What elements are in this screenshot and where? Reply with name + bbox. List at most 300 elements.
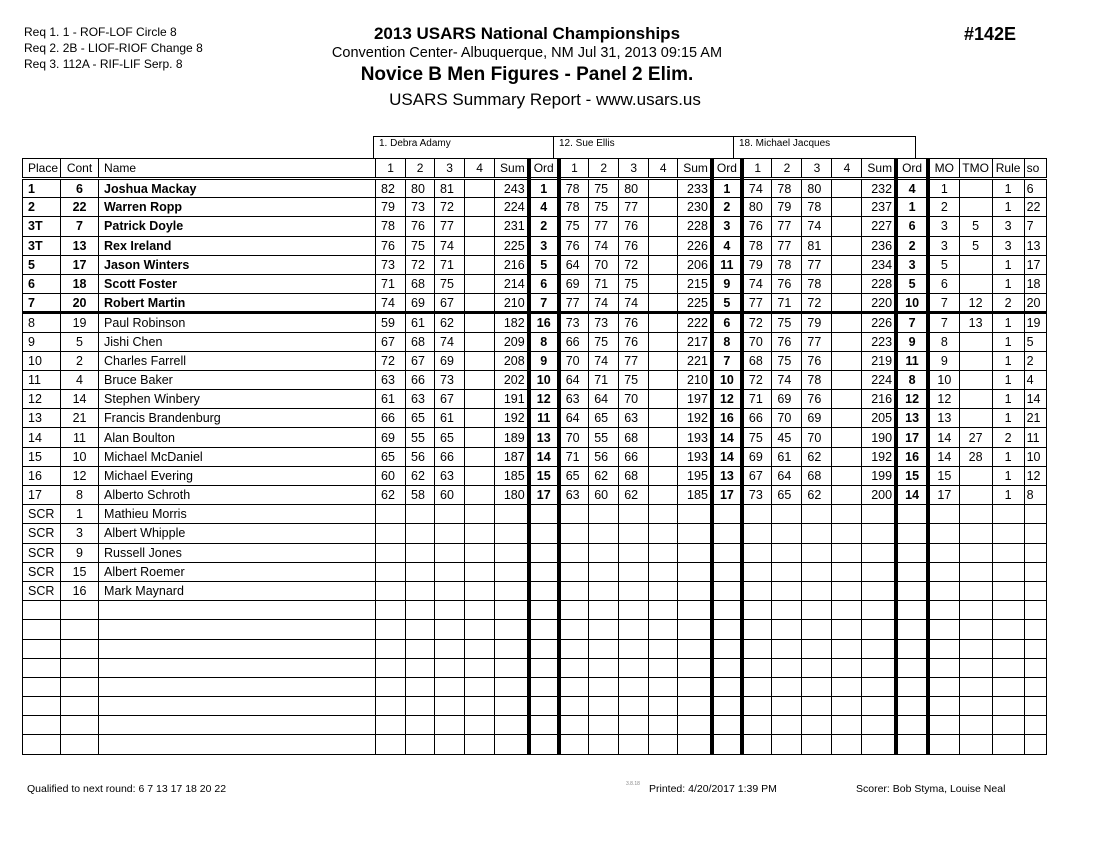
judge2-sum-cell: 192 [678,409,712,428]
judge2-score4-cell [649,466,678,485]
so-cell [1024,639,1046,658]
table-row [23,486,1047,505]
judge2-sum-cell: 185 [678,486,712,505]
judge2-score1-cell: 64 [559,370,589,389]
judge2-score1-cell [559,677,589,696]
judge1-score3-cell [435,620,465,639]
blank-row [23,716,1047,735]
judge-header-1: 1. Debra Adamy [373,136,554,158]
cont-cell [61,620,99,639]
judge1-score4-cell [465,466,495,485]
judge2-ordinal-cell [712,735,742,754]
judge2-score4-cell [649,639,678,658]
judge3-score2-cell: 76 [772,274,802,293]
rule-cell: 2 [992,294,1024,313]
judge1-score2-cell: 56 [406,447,435,466]
judge2-ordinal-cell: 3 [712,217,742,236]
judge1-sum-cell: 180 [495,486,529,505]
judge2-score4-cell [649,198,678,217]
judge2-score2-cell: 62 [589,466,619,485]
judge1-sum-cell: 214 [495,274,529,293]
place-cell: 3T [23,236,61,255]
judge3-score4-cell [832,179,862,198]
judge3-score2-cell: 77 [772,236,802,255]
judge3-score1-cell: 79 [742,255,772,274]
name-cell: Bruce Baker [99,370,376,389]
judge2-score2-cell: 55 [589,428,619,447]
col-header-judge1-2: 2 [406,159,435,179]
judge2-sum-cell: 210 [678,370,712,389]
so-cell [1024,677,1046,696]
table-row [23,543,1047,562]
judge1-ordinal-cell: 13 [529,428,559,447]
judge1-ordinal-cell: 7 [529,294,559,313]
judge1-score3-cell: 81 [435,179,465,198]
judge1-score2-cell: 69 [406,294,435,313]
judge2-ordinal-cell: 6 [712,313,742,332]
rule-cell [992,505,1024,524]
judge3-sum-cell: 228 [862,274,896,293]
rule-cell [992,562,1024,581]
col-header-rule: Rule [992,159,1024,179]
judge1-score1-cell [376,716,406,735]
judge1-score2-cell [406,543,435,562]
rule-cell: 3 [992,236,1024,255]
cont-cell: 21 [61,409,99,428]
judge2-ordinal-cell: 16 [712,409,742,428]
judge2-score2-cell [589,677,619,696]
judge3-sum-cell [862,735,896,754]
judge2-score2-cell: 71 [589,274,619,293]
judge3-score3-cell [802,620,832,639]
rule-cell [992,716,1024,735]
rule-cell: 1 [992,486,1024,505]
judge3-score2-cell: 76 [772,332,802,351]
judge1-score1-cell: 76 [376,236,406,255]
judge2-score4-cell [649,274,678,293]
judge2-score3-cell [619,639,649,658]
col-header-judge3-4: 4 [832,159,862,179]
judge3-score1-cell [742,601,772,620]
judge1-sum-cell: 225 [495,236,529,255]
judge3-score3-cell: 77 [802,255,832,274]
cont-cell: 11 [61,428,99,447]
judge2-score1-cell [559,697,589,716]
cont-cell: 10 [61,447,99,466]
col-header-judge2-4: 4 [649,159,678,179]
judge3-ordinal-cell [896,524,928,543]
judge1-score4-cell [465,486,495,505]
judge1-score3-cell: 74 [435,236,465,255]
tmo-cell [959,351,992,370]
judge1-ordinal-cell: 16 [529,313,559,332]
place-cell: 10 [23,351,61,370]
judge2-sum-cell: 193 [678,447,712,466]
judge2-score4-cell [649,697,678,716]
mo-cell [928,505,959,524]
judge3-score1-cell: 78 [742,236,772,255]
mo-cell: 7 [928,313,959,332]
so-cell [1024,505,1046,524]
judge2-score4-cell [649,294,678,313]
judge3-score3-cell: 81 [802,236,832,255]
judge1-score3-cell: 71 [435,255,465,274]
place-cell [23,716,61,735]
judge2-score3-cell: 63 [619,409,649,428]
mo-cell: 8 [928,332,959,351]
judge1-score3-cell: 61 [435,409,465,428]
judge3-ordinal-cell: 13 [896,409,928,428]
judge1-score4-cell [465,313,495,332]
place-cell [23,639,61,658]
col-header-place: Place [23,159,61,179]
judge1-score1-cell: 79 [376,198,406,217]
judge1-score4-cell [465,370,495,389]
col-header-judge3-ord: Ord [896,159,928,179]
judge2-ordinal-cell: 14 [712,447,742,466]
judge3-score4-cell [832,294,862,313]
judge2-score3-cell [619,505,649,524]
judge2-score1-cell [559,601,589,620]
table-row [23,236,1047,255]
judge2-score3-cell: 72 [619,255,649,274]
rule-cell [992,601,1024,620]
judge2-score1-cell: 70 [559,351,589,370]
cont-cell: 13 [61,236,99,255]
judge3-ordinal-cell: 9 [896,332,928,351]
table-row [23,217,1047,236]
judge2-ordinal-cell: 5 [712,294,742,313]
judge1-score2-cell: 63 [406,390,435,409]
judge2-score2-cell: 74 [589,351,619,370]
judge3-score1-cell: 80 [742,198,772,217]
judge2-score1-cell [559,543,589,562]
competition-title: 2013 USARS National Championships [373,24,681,43]
judge1-score1-cell: 63 [376,370,406,389]
blank-row [23,601,1047,620]
judge1-sum-cell [495,524,529,543]
judge1-score4-cell [465,639,495,658]
judge3-ordinal-cell [896,677,928,696]
judge1-score4-cell [465,198,495,217]
judge1-score4-cell [465,428,495,447]
judge1-score1-cell: 66 [376,409,406,428]
judge3-score3-cell [802,697,832,716]
judge2-ordinal-cell [712,697,742,716]
cont-cell [61,677,99,696]
judge3-score1-cell: 67 [742,466,772,485]
name-cell: Russell Jones [99,543,376,562]
name-cell: Joshua Mackay [99,179,376,198]
judge2-ordinal-cell: 1 [712,179,742,198]
col-header-so: so [1024,159,1046,179]
judge1-score4-cell [465,716,495,735]
judge2-score3-cell: 76 [619,332,649,351]
judge2-score4-cell [649,428,678,447]
name-cell [99,735,376,754]
judge2-score3-cell [619,658,649,677]
judge2-ordinal-cell [712,543,742,562]
judge2-score2-cell [589,505,619,524]
judge2-score1-cell: 66 [559,332,589,351]
judge3-score2-cell [772,697,802,716]
judge3-score4-cell [832,236,862,255]
judge2-score2-cell: 65 [589,409,619,428]
judge2-score1-cell [559,562,589,581]
place-cell: SCR [23,562,61,581]
qualified-list: Qualified to next round: 6 7 13 17 18 20 22 [27,783,227,795]
judge2-score1-cell: 77 [559,294,589,313]
judge1-score4-cell [465,351,495,370]
table-row [23,428,1047,447]
rule-cell: 1 [992,255,1024,274]
judge3-ordinal-cell: 2 [896,236,928,255]
event-name: Novice B Men Figures - Panel 2 Elim. [360,64,694,85]
judge1-score2-cell: 58 [406,486,435,505]
judge3-score1-cell: 70 [742,332,772,351]
judge3-score2-cell: 78 [772,255,802,274]
judge1-ordinal-cell [529,716,559,735]
place-cell: SCR [23,524,61,543]
cont-cell: 8 [61,486,99,505]
place-cell: 1 [23,179,61,198]
judge2-score3-cell [619,581,649,600]
name-cell: Mathieu Morris [99,505,376,524]
judge3-score2-cell: 78 [772,179,802,198]
judge2-score1-cell [559,639,589,658]
judge3-ordinal-cell: 3 [896,255,928,274]
judge1-score2-cell: 80 [406,179,435,198]
place-cell: 5 [23,255,61,274]
judge3-sum-cell: 223 [862,332,896,351]
judge2-ordinal-cell: 4 [712,236,742,255]
judge3-score1-cell: 66 [742,409,772,428]
judge3-score4-cell [832,677,862,696]
judge1-score1-cell [376,581,406,600]
judge1-score2-cell [406,601,435,620]
judge1-score3-cell: 60 [435,486,465,505]
judge1-score4-cell [465,562,495,581]
judge2-score4-cell [649,236,678,255]
judge1-sum-cell: 210 [495,294,529,313]
judge2-ordinal-cell: 12 [712,390,742,409]
judge3-ordinal-cell: 1 [896,198,928,217]
judge1-score3-cell [435,697,465,716]
judge2-score1-cell: 78 [559,179,589,198]
judge3-score3-cell [802,658,832,677]
mo-cell [928,620,959,639]
judge2-sum-cell [678,697,712,716]
rule-cell: 1 [992,179,1024,198]
judge2-sum-cell [678,505,712,524]
judge2-score3-cell [619,735,649,754]
judge2-score4-cell [649,370,678,389]
place-cell [23,620,61,639]
judge1-sum-cell: 208 [495,351,529,370]
cont-cell: 9 [61,543,99,562]
place-cell: SCR [23,505,61,524]
judge2-sum-cell [678,562,712,581]
tmo-cell [959,543,992,562]
tmo-cell [959,505,992,524]
place-cell: SCR [23,581,61,600]
judge2-score4-cell [649,447,678,466]
name-cell: Scott Foster [99,274,376,293]
judge2-score2-cell [589,658,619,677]
place-cell: 15 [23,447,61,466]
so-cell [1024,524,1046,543]
judge3-score2-cell: 65 [772,486,802,505]
judge3-score1-cell: 73 [742,486,772,505]
judge2-sum-cell [678,658,712,677]
report-name: USARS Summary Report - www.usars.us [389,90,701,109]
place-cell: 14 [23,428,61,447]
judge-header-2: 12. Sue Ellis [553,136,734,158]
rule-cell: 1 [992,466,1024,485]
judge2-score2-cell [589,524,619,543]
judge1-score1-cell [376,735,406,754]
judge2-sum-cell: 221 [678,351,712,370]
judge1-score2-cell: 55 [406,428,435,447]
judge3-ordinal-cell: 4 [896,179,928,198]
judge3-score4-cell [832,351,862,370]
judge3-score3-cell: 68 [802,466,832,485]
judge3-score4-cell [832,390,862,409]
judge2-score2-cell: 70 [589,255,619,274]
so-cell [1024,716,1046,735]
tmo-cell [959,562,992,581]
judge3-score4-cell [832,370,862,389]
judge1-score1-cell [376,620,406,639]
judge3-score1-cell: 74 [742,179,772,198]
judge1-score2-cell [406,658,435,677]
col-header-judge3-3: 3 [802,159,832,179]
judge3-score2-cell [772,639,802,658]
judge3-ordinal-cell: 6 [896,217,928,236]
judge1-score1-cell [376,524,406,543]
judge2-ordinal-cell [712,677,742,696]
judge2-score1-cell: 71 [559,447,589,466]
table-row [23,524,1047,543]
judge2-score1-cell [559,581,589,600]
table-row [23,390,1047,409]
judge3-score1-cell: 71 [742,390,772,409]
judge1-score2-cell [406,505,435,524]
judge1-score4-cell [465,236,495,255]
cont-cell [61,658,99,677]
judge3-sum-cell: 234 [862,255,896,274]
judge1-score1-cell: 74 [376,294,406,313]
judge3-ordinal-cell [896,697,928,716]
name-cell: Mark Maynard [99,581,376,600]
judge1-score1-cell [376,543,406,562]
judge3-score1-cell: 72 [742,313,772,332]
judge2-score1-cell: 75 [559,217,589,236]
judge1-score3-cell: 74 [435,332,465,351]
so-cell: 8 [1024,486,1046,505]
judge3-ordinal-cell [896,620,928,639]
rule-cell: 2 [992,428,1024,447]
judge3-score4-cell [832,466,862,485]
cont-cell: 15 [61,562,99,581]
judge3-score2-cell: 71 [772,294,802,313]
judge1-sum-cell: 191 [495,390,529,409]
judge2-score1-cell [559,620,589,639]
name-cell [99,658,376,677]
tmo-cell [959,677,992,696]
judge3-score2-cell [772,581,802,600]
judge2-score2-cell: 60 [589,486,619,505]
judge3-sum-cell: 220 [862,294,896,313]
name-cell: Warren Ropp [99,198,376,217]
judge3-sum-cell [862,601,896,620]
mo-cell [928,716,959,735]
judge1-score3-cell: 73 [435,370,465,389]
tmo-cell [959,390,992,409]
mo-cell: 14 [928,428,959,447]
judge1-sum-cell: 189 [495,428,529,447]
judge1-sum-cell [495,697,529,716]
judge3-score3-cell: 72 [802,294,832,313]
judge1-ordinal-cell: 11 [529,409,559,428]
name-cell: Robert Martin [99,294,376,313]
name-cell: Michael McDaniel [99,447,376,466]
judge3-score1-cell [742,543,772,562]
judge1-score4-cell [465,447,495,466]
judge2-score4-cell [649,505,678,524]
judge3-score3-cell [802,601,832,620]
judge3-score3-cell [802,524,832,543]
judge1-sum-cell [495,505,529,524]
judge2-score4-cell [649,390,678,409]
judge2-sum-cell [678,581,712,600]
rule-cell [992,543,1024,562]
judge3-sum-cell: 236 [862,236,896,255]
judge1-score4-cell [465,581,495,600]
judge2-score3-cell: 75 [619,370,649,389]
judge2-score4-cell [649,179,678,198]
tmo-cell [959,255,992,274]
judge2-score2-cell: 64 [589,390,619,409]
rule-cell [992,735,1024,754]
judge3-score1-cell [742,581,772,600]
judge1-ordinal-cell: 5 [529,255,559,274]
so-cell: 14 [1024,390,1046,409]
judge3-score4-cell [832,198,862,217]
judge2-ordinal-cell [712,620,742,639]
cont-cell [61,601,99,620]
judge3-sum-cell [862,543,896,562]
judge3-score1-cell [742,639,772,658]
judge2-score3-cell [619,697,649,716]
cont-cell [61,697,99,716]
table-row [23,581,1047,600]
judge2-ordinal-cell [712,658,742,677]
col-header-cont: Cont [61,159,99,179]
judge2-ordinal-cell [712,562,742,581]
so-cell: 13 [1024,236,1046,255]
rule-cell: 1 [992,447,1024,466]
judge2-ordinal-cell: 10 [712,370,742,389]
judge2-sum-cell: 226 [678,236,712,255]
tmo-cell [959,409,992,428]
judge3-sum-cell: 219 [862,351,896,370]
judge2-score1-cell: 64 [559,409,589,428]
name-cell: Paul Robinson [99,313,376,332]
tmo-cell [959,620,992,639]
judge1-score4-cell [465,735,495,754]
judge3-ordinal-cell [896,562,928,581]
